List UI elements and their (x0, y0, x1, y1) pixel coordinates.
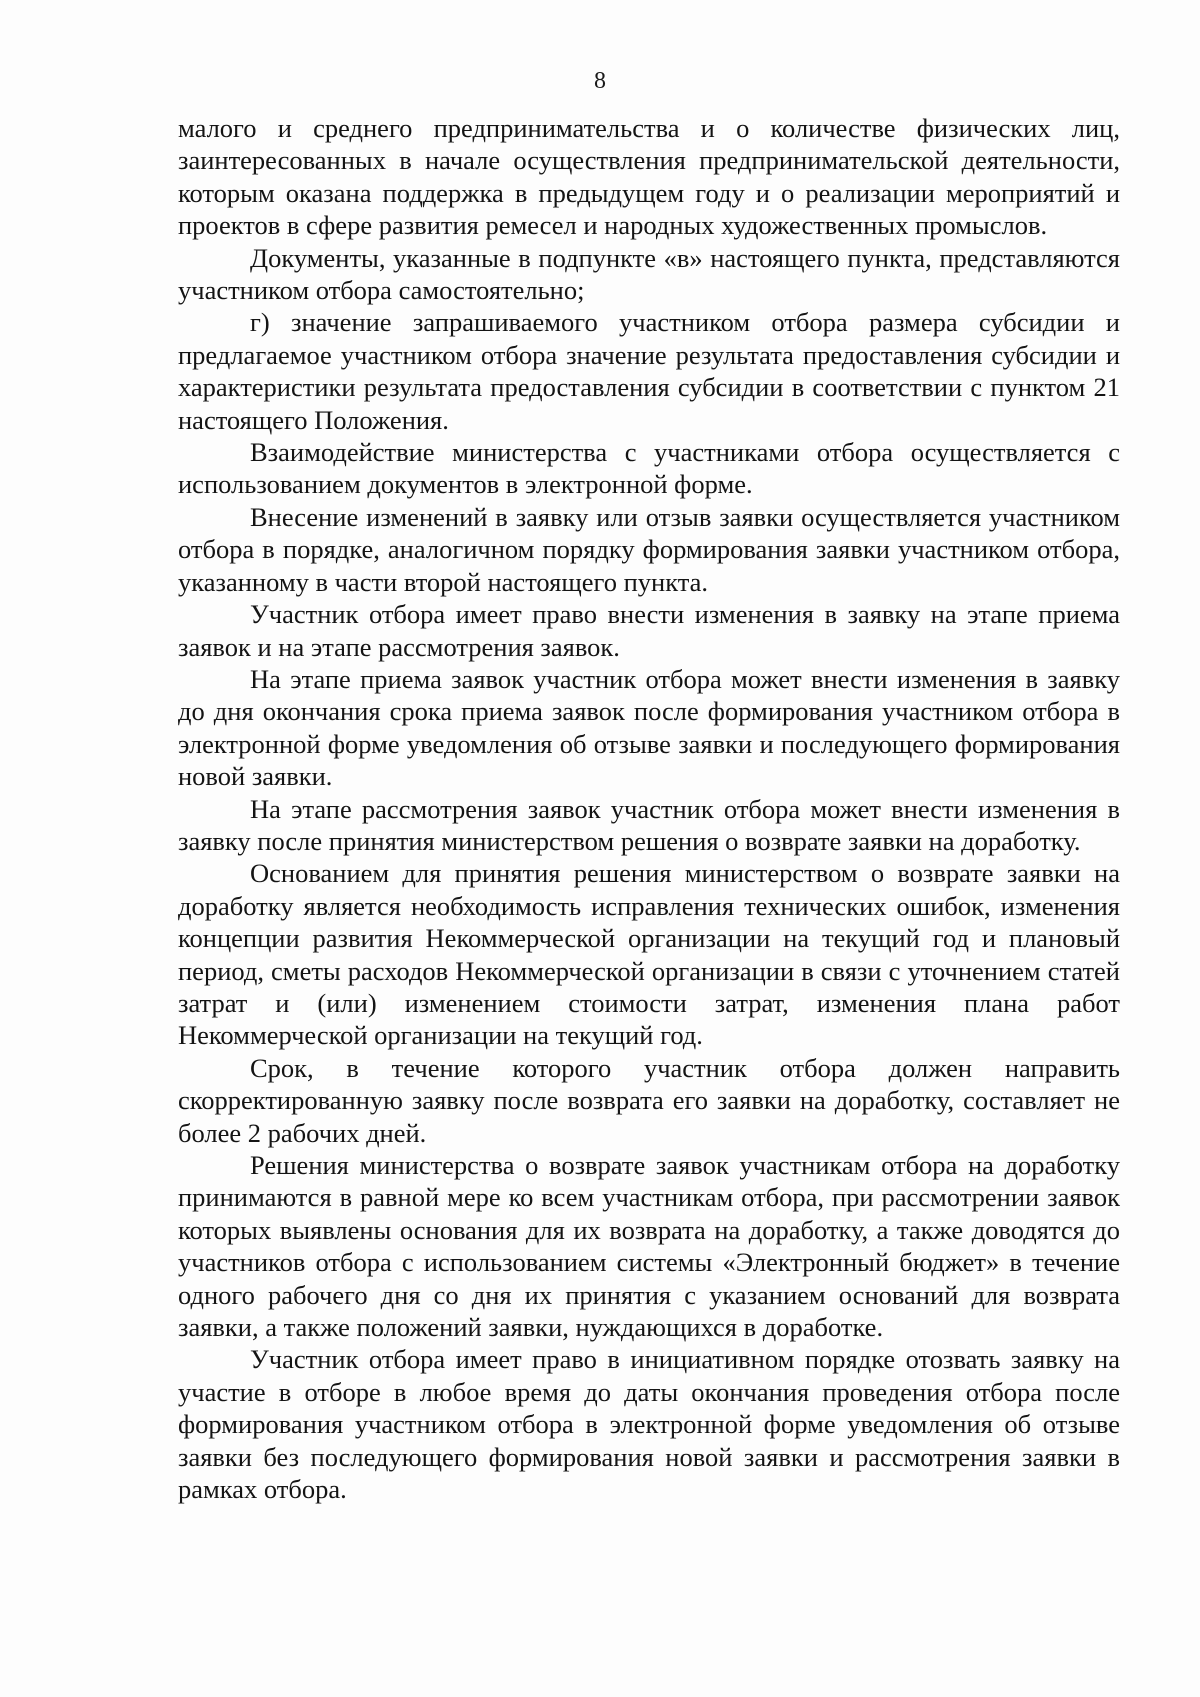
paragraph-acceptance-stage: На этапе приема заявок участник отбора может внести изменения в заявку до дня окончания срока приема заявок после формирования участником отбора в электронной форме уведомления об отзыве заявки и последующего формирования новой заявки. (178, 663, 1120, 792)
paragraph-item-g: г) значение запрашиваемого участником отбора размера субсидии и предлагаемое участником отбора значение результата предоставления субсидии и характеристики результата предоставления субсидии в соответствии с пунктом 21 настоящего Положения. (178, 307, 1120, 435)
paragraph-documents-note: Документы, указанные в подпункте «в» настоящего пункта, представляются участником отбора самостоятельно; (178, 242, 1120, 306)
paragraph-review-stage: На этапе рассмотрения заявок участник отбора может внести изменения в заявку после принятия министерством решения о возврате заявки на доработку. (178, 793, 1120, 856)
paragraph-grounds-for-return: Основанием для принятия решения министерством о возврате заявки на доработку является необходимость исправления технических ошибок, изменения концепции развития Некоммерческой организации на текущий год и плановый период, сметы расходов Некоммерческой организации в связи с уточнением статей затрат и (или) изменением стоимости затрат, изменения плана работ Некоммерческой организации на текущий год. (178, 858, 1120, 1051)
paragraph-deadline: Срок, в течение которого участник отбора должен направить скорректированную заявку после возврата его заявки на доработку, составляет не более 2 рабочих дней. (178, 1052, 1120, 1148)
paragraph-right-to-change: Участник отбора имеет право внести изменения в заявку на этапе приема заявок и на этапе рассмотрения заявок. (178, 599, 1120, 662)
page-number: 8 (594, 68, 606, 94)
paragraph-changes: Внесение изменений в заявку или отзыв заявки осуществляется участником отбора в порядке, аналогичном порядку формирования заявки участником отбора, указанному в части второй настоящего пункта. (178, 501, 1120, 597)
paragraph-withdrawal: Участник отбора имеет право в инициативном порядке отозвать заявку на участие в отборе в любое время до даты окончания проведения отбора после формирования участником отбора в электронной форме уведомления об отзыве заявки без последующего формирования новой заявки и рассмотрения заявки в рамках отбора. (178, 1344, 1120, 1505)
paragraph-return-decisions: Решения министерства о возврате заявок участникам отбора на доработку принимаются в равной мере ко всем участникам отбора, при рассмотрении заявок которых выявлены основания для их возврата на доработку, а также доводятся до участников отбора с использованием системы «Электронный бюджет» в течение одного рабочего дня со дня их принятия с указанием оснований для возврата заявки, а также положений заявки, нуждающихся в доработке. (178, 1150, 1120, 1343)
paragraph-interaction: Взаимодействие министерства с участниками отбора осуществляется с использованием документов в электронной форме. (178, 437, 1120, 500)
document-body (178, 112, 1120, 1505)
paragraph-continuation: малого и среднего предпринимательства и о количестве физических лиц, заинтересованных в начале осуществления предпринимательской деятельности, которым оказана поддержка в предыдущем году и о реализации мероприятий и проектов в сфере развития ремесел и народных художественных промыслов. (178, 113, 1120, 241)
